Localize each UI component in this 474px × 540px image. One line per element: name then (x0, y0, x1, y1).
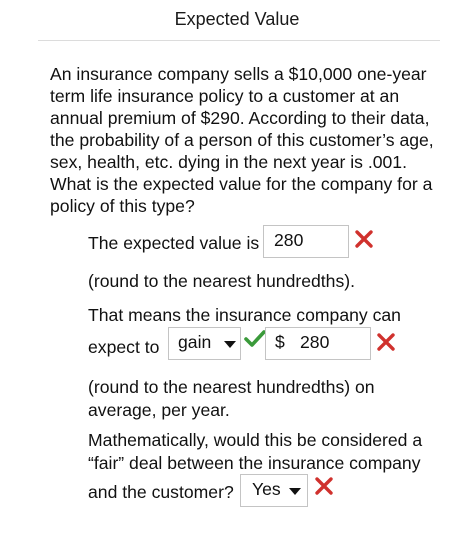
q1-prefix: The expected value is (88, 233, 260, 253)
q3-prefix: and the customer? (88, 482, 234, 502)
caret-down-icon (289, 488, 301, 495)
x-icon (376, 332, 396, 352)
amount-input-value: 280 (300, 332, 330, 352)
q3-line2: “fair” deal between the insurance company (88, 453, 421, 473)
q2-hint-line1: (round to the nearest hundredths) on (88, 377, 375, 397)
caret-down-icon (224, 341, 236, 348)
q2-line1: That means the insurance company can (88, 305, 401, 325)
check-icon (244, 329, 266, 349)
amount-input[interactable] (265, 327, 371, 360)
problem-text: An insurance company sells a $10,000 one-year term life insurance policy to a customer at an annual premium of $290. According to their data, the probability of a person of this customer’s age, sex, health, etc. dying in the next year is .001. What is the expected value for the company for a policy of this type? (50, 64, 434, 216)
q3-line1: Mathematically, would this be considered a (88, 430, 423, 450)
currency-symbol: $ (275, 332, 285, 352)
fair-deal-dropdown-value: Yes (252, 479, 281, 499)
q1-hint: (round to the nearest hundredths). (88, 271, 356, 291)
page-title: Expected Value (174, 9, 300, 29)
expected-value-input-value: 280 (274, 230, 304, 250)
x-icon (354, 229, 374, 249)
gain-loss-dropdown-value: gain (178, 332, 212, 352)
expected-value-input[interactable] (263, 225, 349, 258)
header-divider (38, 40, 440, 41)
q2-hint-line2: average, per year. (88, 400, 230, 420)
q2-prefix: expect to (88, 337, 160, 357)
gain-loss-dropdown[interactable] (168, 327, 241, 360)
fair-deal-dropdown[interactable] (240, 474, 308, 507)
x-icon (314, 476, 334, 496)
